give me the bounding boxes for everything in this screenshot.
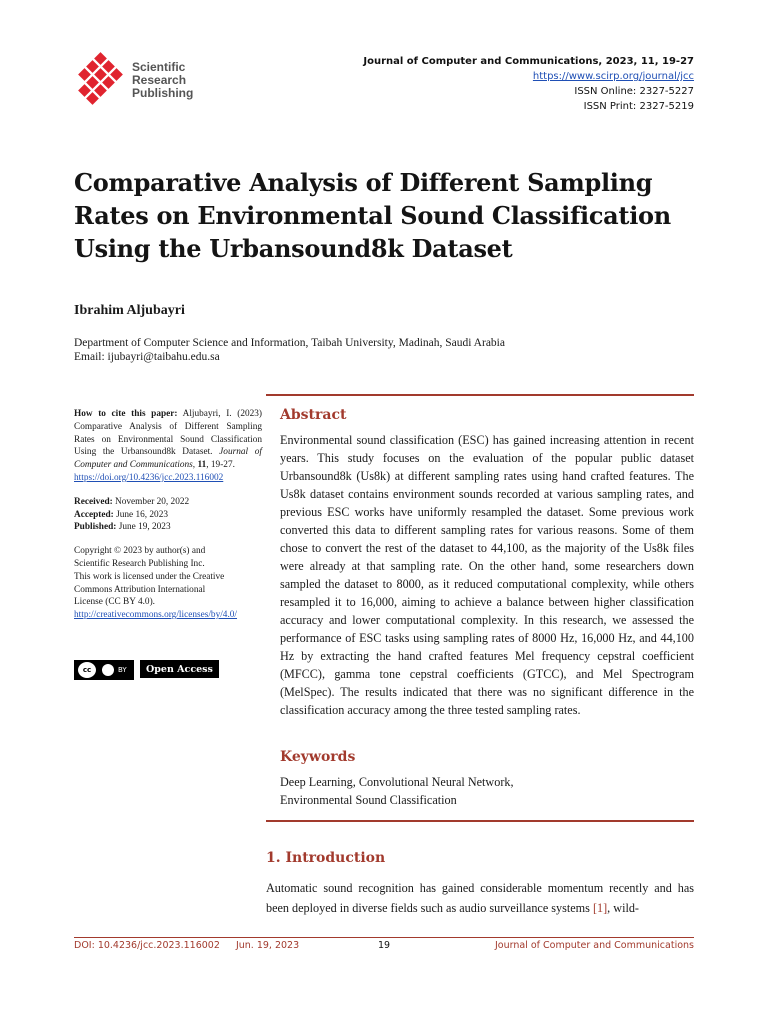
reference-link[interactable]: [1] [592,901,608,915]
page-number: 19 [378,940,391,951]
citation-sidebar [74,408,262,622]
published-row [74,521,262,534]
publisher-name-line: Publishing [132,86,194,100]
received-label: Received: [74,496,113,507]
cc-icon: cc [78,662,96,678]
intro-text-start: Automatic sound recognition has gained considerable momentum recently and has been deployed in diverse fields such as audio surveillance systems [266,881,694,915]
copyright-line: Commons Attribution International [74,584,206,595]
footer-date: Jun. 19, 2023 [235,940,300,951]
abstract-heading: Abstract [280,407,347,423]
paper-title [74,166,694,265]
issn-print: ISSN Print: 2327-5219 [583,101,694,112]
keywords-list [280,773,694,809]
received-date: November 20, 2022 [115,496,190,507]
copyright-line: Scientific Research Publishing Inc. [74,558,205,569]
published-label: Published: [74,522,117,533]
introduction-text [266,878,694,918]
cite-pages: , 19-27. [206,460,235,471]
license-link[interactable]: http://creativecommons.org/licenses/by/4.0/ [74,610,238,621]
keywords-line: Environmental Sound Classification [280,793,457,807]
by-icon [102,664,114,676]
copyright-line: This work is licensed under the Creative [74,571,225,582]
published-date: June 19, 2023 [118,522,171,533]
journal-url-link[interactable]: https://www.scirp.org/journal/jcc [532,71,694,82]
copyright-notice [74,545,262,622]
publisher-logo-mark [74,52,130,112]
footer-journal: Journal of Computer and Communications [494,940,694,951]
abstract-top-rule [266,394,694,396]
publisher-logo [74,52,204,112]
footer-doi [74,940,299,951]
by-label: BY [118,666,127,674]
publisher-name [132,61,193,100]
cite-journal: Journal of Computer and Communications, [74,447,262,471]
accepted-row [74,509,262,522]
intro-text-end: , wild- [607,901,639,915]
footer-rule [74,937,694,938]
publisher-name-line: Research [132,73,187,87]
keywords-heading: Keywords [280,749,356,765]
cite-volume: 11 [197,460,207,471]
introduction-heading: 1. Introduction [266,850,386,866]
doi-link[interactable]: https://doi.org/10.4236/jcc.2023.116002 [74,472,224,483]
cc-by-badge[interactable] [74,660,134,680]
cite-text: Aljubayri, I. (2023) Comparative Analysis of Different Sampling Rates on Environmental Sound Classification Using the Urbansound8k Dataset. [74,409,263,458]
accepted-label: Accepted: [74,509,114,520]
received-row [74,496,262,509]
publisher-name-line: Scientific [132,60,186,74]
journal-info [363,54,694,114]
author-email: Email: ijubayri@taibahu.edu.sa [74,351,220,363]
paper-title-line: Rates on Environmental Sound Classification [74,201,671,230]
paper-title-line: Using the Urbansound8k Dataset [74,234,513,263]
copyright-line: License (CC BY 4.0). [74,597,155,608]
how-to-cite [74,408,262,485]
license-badges [74,660,219,680]
copyright-line: Copyright © 2023 by author(s) and [74,546,206,557]
paper-title-line: Comparative Analysis of Different Sampling [74,168,653,197]
accepted-date: June 16, 2023 [116,509,168,520]
author-affiliation: Department of Computer Science and Information, Taibah University, Madinah, Saudi Arabia [74,337,505,349]
abstract-text: Environmental sound classification (ESC) has gained increasing attention in recent years. This study focuses on the evaluation of the popular public dataset Urbansound8k (Us8k) at different sampling rates using hand crafted features. The Us8k dataset contains environment sounds recorded at various sampling rates, and previous ESC works have uniformly resampled the dataset. Some previous work converted this data to different sampling rates for various reasons. Some of them chose to convert the rest of the dataset to 44,100, as the majority of the Us8k files were already at that sampling rate. On the other hand, some researchers down sampled the dataset to 8000, as it reduced computational complexity, while others resampled it to 16,000, aiming to achieve a balance between higher classification accuracy and lower computational complexity. In this research, we assessed the performance of ESC tasks using sampling rates of 8000 Hz, 16,000 Hz, and 44,100 Hz by extracting the hand crafted features Mel frequency cepstral coefficient (MFCC), gamma tone cepstral coefficients (GTCC), and Mel Spectrogram (MelSpec). The results indicated that there was no significant difference in the classification accuracy among the three tested sampling rates. [280,433,694,717]
abstract-bottom-rule [266,820,694,822]
author-name: Ibrahim Aljubayri [74,303,185,318]
journal-citation: Journal of Computer and Communications, 2023, 11, 19-27 [363,56,694,67]
keywords-line: Deep Learning, Convolutional Neural Network, [280,775,514,789]
open-access-badge[interactable]: Open Access [140,660,219,678]
issn-online: ISSN Online: 2327-5227 [574,86,694,97]
footer-doi-text: DOI: 10.4236/jcc.2023.116002 [74,940,220,951]
cite-label: How to cite this paper: [74,409,178,419]
